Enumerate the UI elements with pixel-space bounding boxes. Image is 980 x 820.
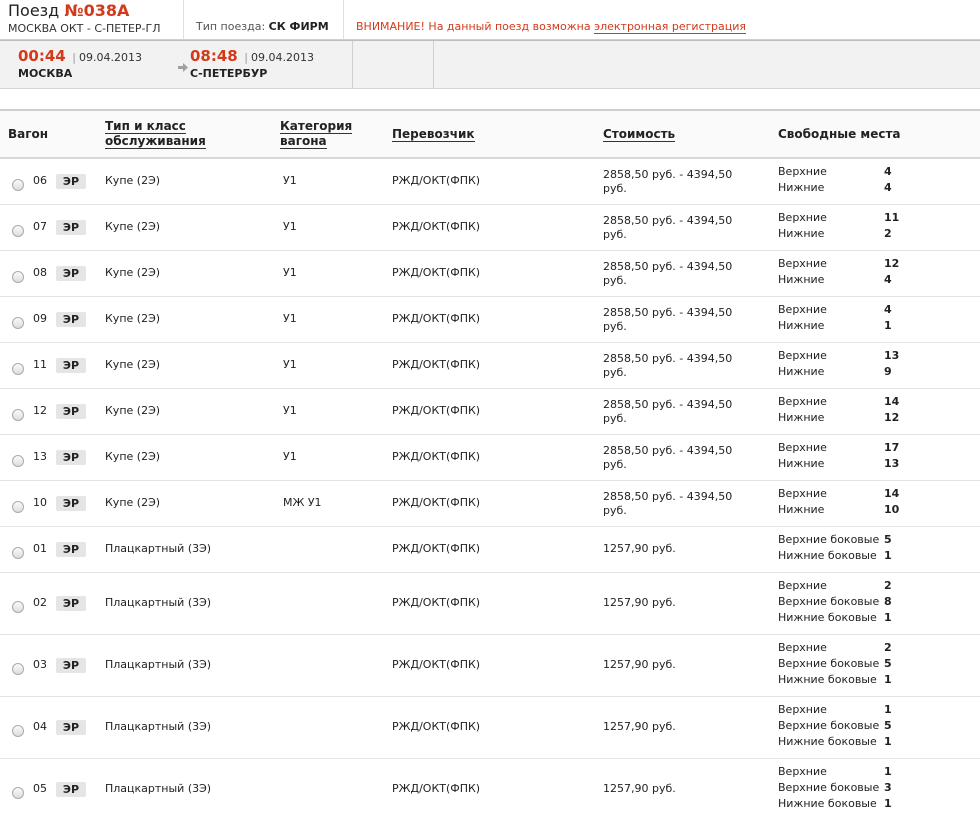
price-line-1: 2858,50 руб. - 4394,50 (603, 352, 733, 365)
seat-count: 14 (884, 487, 900, 500)
car-select-radio[interactable] (12, 271, 24, 283)
price-line-1: 2858,50 руб. - 4394,50 (603, 260, 733, 273)
seat-count: 5 (884, 719, 892, 732)
price (603, 214, 753, 242)
seat-type: Верхние боковые (778, 719, 880, 732)
table-header (0, 109, 980, 159)
service-class: Купе (2Э) (105, 358, 161, 371)
seat-count: 10 (884, 503, 900, 516)
car-number: 10 (33, 496, 47, 509)
seat-count: 3 (884, 781, 892, 794)
train-route: МОСКВА ОКТ - С-ПЕТЕР-ГЛ (8, 22, 161, 35)
price-line-1: 2858,50 руб. - 4394,50 (603, 398, 733, 411)
table-row[interactable] (0, 573, 980, 635)
carrier: РЖД/ОКТ(ФПК) (392, 596, 481, 609)
train-number: №038А (64, 1, 130, 20)
car-category: У1 (283, 450, 297, 463)
seat-count: 14 (884, 395, 900, 408)
table-row[interactable] (0, 159, 980, 205)
col-category[interactable]: Категория вагона (280, 119, 353, 148)
service-class: Купе (2Э) (105, 450, 161, 463)
seat-count: 5 (884, 533, 892, 546)
car-category: У1 (283, 312, 297, 325)
price (603, 720, 753, 734)
er-badge: ЭР (56, 174, 86, 189)
seat-type: Нижние боковые (778, 611, 877, 624)
col-type[interactable]: Тип и класс обслуживания (105, 119, 206, 148)
seat-count: 12 (884, 411, 900, 424)
arrival-date: 09.04.2013 (250, 51, 314, 64)
car-number: 05 (33, 782, 47, 795)
free-seats (778, 640, 978, 688)
departure-time: 00:44 (18, 47, 66, 65)
free-seats (778, 348, 978, 380)
seat-type: Верхние (778, 303, 827, 316)
seat-type: Нижние боковые (778, 797, 877, 810)
car-number: 07 (33, 220, 47, 233)
free-seats (778, 256, 978, 288)
price (603, 542, 753, 556)
seat-count: 17 (884, 441, 900, 454)
er-badge: ЭР (56, 358, 86, 373)
schedule-bar (0, 40, 980, 89)
carrier: РЖД/ОКТ(ФПК) (392, 358, 481, 371)
carrier: РЖД/ОКТ(ФПК) (392, 720, 481, 733)
seat-type: Нижние (778, 319, 825, 332)
seat-type: Нижние (778, 273, 825, 286)
car-select-radio[interactable] (12, 725, 24, 737)
free-seats (778, 486, 978, 518)
price (603, 782, 753, 796)
price (603, 168, 753, 196)
er-badge: ЭР (56, 312, 86, 327)
arrival-station: С-ПЕТЕРБУР (190, 67, 268, 80)
er-badge: ЭР (56, 658, 86, 673)
col-cost[interactable]: Стоимость (603, 126, 676, 141)
seat-count: 12 (884, 257, 900, 270)
price-line-1: 2858,50 руб. - 4394,50 (603, 214, 733, 227)
price (603, 490, 753, 518)
price-line-1: 1257,90 руб. (603, 596, 676, 609)
seat-type: Верхние (778, 211, 827, 224)
car-category: У1 (283, 220, 297, 233)
table-row[interactable] (0, 527, 980, 573)
seat-type: Верхние (778, 579, 827, 592)
seat-type: Нижние (778, 181, 825, 194)
seat-type: Верхние боковые (778, 595, 880, 608)
train-title-block (0, 0, 183, 39)
seat-count: 9 (884, 365, 892, 378)
carrier: РЖД/ОКТ(ФПК) (392, 404, 481, 417)
departure-station: МОСКВА (18, 67, 73, 80)
seat-type: Верхние (778, 165, 827, 178)
car-category: У1 (283, 174, 297, 187)
carrier: РЖД/ОКТ(ФПК) (392, 782, 481, 795)
seat-type: Верхние боковые (778, 657, 880, 670)
car-select-radio[interactable] (12, 225, 24, 237)
price-line-2: руб. (603, 412, 627, 425)
car-number: 13 (33, 450, 47, 463)
train-title (8, 2, 183, 20)
car-number: 01 (33, 542, 47, 555)
seat-type: Верхние (778, 765, 827, 778)
service-class: Купе (2Э) (105, 312, 161, 325)
free-seats (778, 440, 978, 472)
seat-type: Нижние боковые (778, 673, 877, 686)
carrier: РЖД/ОКТ(ФПК) (392, 542, 481, 555)
seat-type: Верхние (778, 641, 827, 654)
price-line-1: 2858,50 руб. - 4394,50 (603, 490, 733, 503)
notice-text: ВНИМАНИЕ! На данный поезд возможна (356, 20, 591, 33)
price-line-2: руб. (603, 228, 627, 241)
carrier: РЖД/ОКТ(ФПК) (392, 312, 481, 325)
col-seats: Свободные места (778, 126, 901, 141)
carrier: РЖД/ОКТ(ФПК) (392, 496, 481, 509)
seat-type: Нижние (778, 365, 825, 378)
seat-type: Нижние (778, 411, 825, 424)
seat-type: Верхние боковые (778, 533, 880, 546)
price (603, 596, 753, 610)
price (603, 658, 753, 672)
er-badge: ЭР (56, 266, 86, 281)
price-line-2: руб. (603, 458, 627, 471)
service-class: Купе (2Э) (105, 496, 161, 509)
free-seats (778, 764, 978, 812)
er-badge: ЭР (56, 542, 86, 557)
arrow-right-icon (178, 63, 188, 72)
seat-type: Верхние боковые (778, 781, 880, 794)
er-badge: ЭР (56, 496, 86, 511)
price-line-1: 2858,50 руб. - 4394,50 (603, 444, 733, 457)
seat-count: 2 (884, 227, 892, 240)
car-select-radio[interactable] (12, 663, 24, 675)
table-row[interactable] (0, 481, 980, 527)
free-seats (778, 532, 978, 564)
car-select-radio[interactable] (12, 363, 24, 375)
table-row[interactable] (0, 697, 980, 759)
seat-count: 4 (884, 165, 892, 178)
seat-count: 5 (884, 657, 892, 670)
seat-count: 11 (884, 211, 900, 224)
e-registration-link[interactable]: электронная регистрация (594, 20, 747, 33)
seat-count: 1 (884, 797, 892, 810)
car-number: 03 (33, 658, 47, 671)
price-line-2: руб. (603, 320, 627, 333)
seat-type: Верхние (778, 487, 827, 500)
car-category: У1 (283, 266, 297, 279)
seat-count: 1 (884, 703, 892, 716)
table-row[interactable] (0, 389, 980, 435)
car-number: 08 (33, 266, 47, 279)
train-type-label: Тип поезда: (196, 20, 266, 33)
seat-count: 8 (884, 595, 892, 608)
table-row[interactable] (0, 251, 980, 297)
train-type-value: СК ФИРМ (268, 20, 329, 33)
seat-count: 1 (884, 611, 892, 624)
free-seats (778, 164, 978, 196)
train-header (0, 0, 980, 40)
train-prefix: Поезд (8, 1, 60, 20)
price (603, 306, 753, 334)
seat-type: Нижние боковые (778, 735, 877, 748)
seat-type: Верхние (778, 349, 827, 362)
arrival-block: 08:48 | 09.04.2013 С-ПЕТЕРБУР (190, 41, 352, 88)
departure-block: 00:44 | 09.04.2013 МОСКВА (0, 41, 190, 88)
seat-count: 1 (884, 735, 892, 748)
seat-count: 2 (884, 641, 892, 654)
car-number: 06 (33, 174, 47, 187)
er-badge: ЭР (56, 450, 86, 465)
cars-table (0, 159, 980, 820)
er-badge: ЭР (56, 404, 86, 419)
free-seats (778, 210, 978, 242)
car-number: 12 (33, 404, 47, 417)
car-select-radio[interactable] (12, 455, 24, 467)
car-number: 02 (33, 596, 47, 609)
car-select-radio[interactable] (12, 501, 24, 513)
er-badge: ЭР (56, 220, 86, 235)
service-class: Купе (2Э) (105, 266, 161, 279)
table-row[interactable] (0, 435, 980, 481)
service-class: Плацкартный (3Э) (105, 782, 212, 795)
train-type (184, 0, 343, 39)
service-class: Купе (2Э) (105, 220, 161, 233)
car-number: 11 (33, 358, 47, 371)
er-badge: ЭР (56, 782, 86, 797)
service-class: Плацкартный (3Э) (105, 658, 212, 671)
price-line-1: 1257,90 руб. (603, 782, 676, 795)
car-select-radio[interactable] (12, 547, 24, 559)
col-car: Вагон (8, 126, 49, 141)
car-number: 04 (33, 720, 47, 733)
table-row[interactable] (0, 297, 980, 343)
price-line-1: 2858,50 руб. - 4394,50 (603, 306, 733, 319)
car-category: У1 (283, 404, 297, 417)
table-row[interactable] (0, 205, 980, 251)
service-class: Плацкартный (3Э) (105, 596, 212, 609)
seat-count: 4 (884, 181, 892, 194)
car-select-radio[interactable] (12, 317, 24, 329)
seat-count: 1 (884, 549, 892, 562)
arrival-time: 08:48 (190, 47, 238, 65)
service-class: Плацкартный (3Э) (105, 720, 212, 733)
carrier: РЖД/ОКТ(ФПК) (392, 658, 481, 671)
seat-type: Верхние (778, 441, 827, 454)
service-class: Купе (2Э) (105, 174, 161, 187)
price (603, 260, 753, 288)
free-seats (778, 578, 978, 626)
col-carrier[interactable]: Перевозчик (392, 126, 475, 141)
car-category: МЖ У1 (283, 496, 322, 509)
price-line-1: 1257,90 руб. (603, 542, 676, 555)
seat-type: Нижние (778, 457, 825, 470)
car-select-radio[interactable] (12, 179, 24, 191)
seat-count: 4 (884, 273, 892, 286)
free-seats (778, 702, 978, 750)
car-select-radio[interactable] (12, 409, 24, 421)
car-category: У1 (283, 358, 297, 371)
service-class: Плацкартный (3Э) (105, 542, 212, 555)
car-number: 09 (33, 312, 47, 325)
car-select-radio[interactable] (12, 787, 24, 799)
carrier: РЖД/ОКТ(ФПК) (392, 220, 481, 233)
seat-type: Верхние (778, 703, 827, 716)
price-line-2: руб. (603, 182, 627, 195)
table-row[interactable] (0, 343, 980, 389)
free-seats (778, 302, 978, 334)
er-badge: ЭР (56, 720, 86, 735)
free-seats (778, 394, 978, 426)
seat-count: 2 (884, 579, 892, 592)
price-line-2: руб. (603, 504, 627, 517)
price (603, 398, 753, 426)
carrier: РЖД/ОКТ(ФПК) (392, 174, 481, 187)
departure-date: 09.04.2013 (78, 51, 142, 64)
registration-notice (344, 0, 746, 39)
seat-type: Нижние (778, 503, 825, 516)
seat-type: Верхние (778, 257, 827, 270)
seat-type: Нижние боковые (778, 549, 877, 562)
price-line-1: 2858,50 руб. - 4394,50 (603, 168, 733, 181)
table-row[interactable] (0, 635, 980, 697)
price (603, 444, 753, 472)
car-select-radio[interactable] (12, 601, 24, 613)
carrier: РЖД/ОКТ(ФПК) (392, 450, 481, 463)
seat-count: 13 (884, 349, 900, 362)
carrier: РЖД/ОКТ(ФПК) (392, 266, 481, 279)
price-line-1: 1257,90 руб. (603, 658, 676, 671)
seat-count: 13 (884, 457, 900, 470)
seat-count: 1 (884, 765, 892, 778)
empty-cell (352, 41, 434, 88)
seat-count: 1 (884, 673, 892, 686)
er-badge: ЭР (56, 596, 86, 611)
seat-type: Нижние (778, 227, 825, 240)
price-line-2: руб. (603, 274, 627, 287)
table-row[interactable] (0, 759, 980, 820)
seat-count: 1 (884, 319, 892, 332)
seat-type: Верхние (778, 395, 827, 408)
price-line-2: руб. (603, 366, 627, 379)
price (603, 352, 753, 380)
service-class: Купе (2Э) (105, 404, 161, 417)
seat-count: 4 (884, 303, 892, 316)
price-line-1: 1257,90 руб. (603, 720, 676, 733)
